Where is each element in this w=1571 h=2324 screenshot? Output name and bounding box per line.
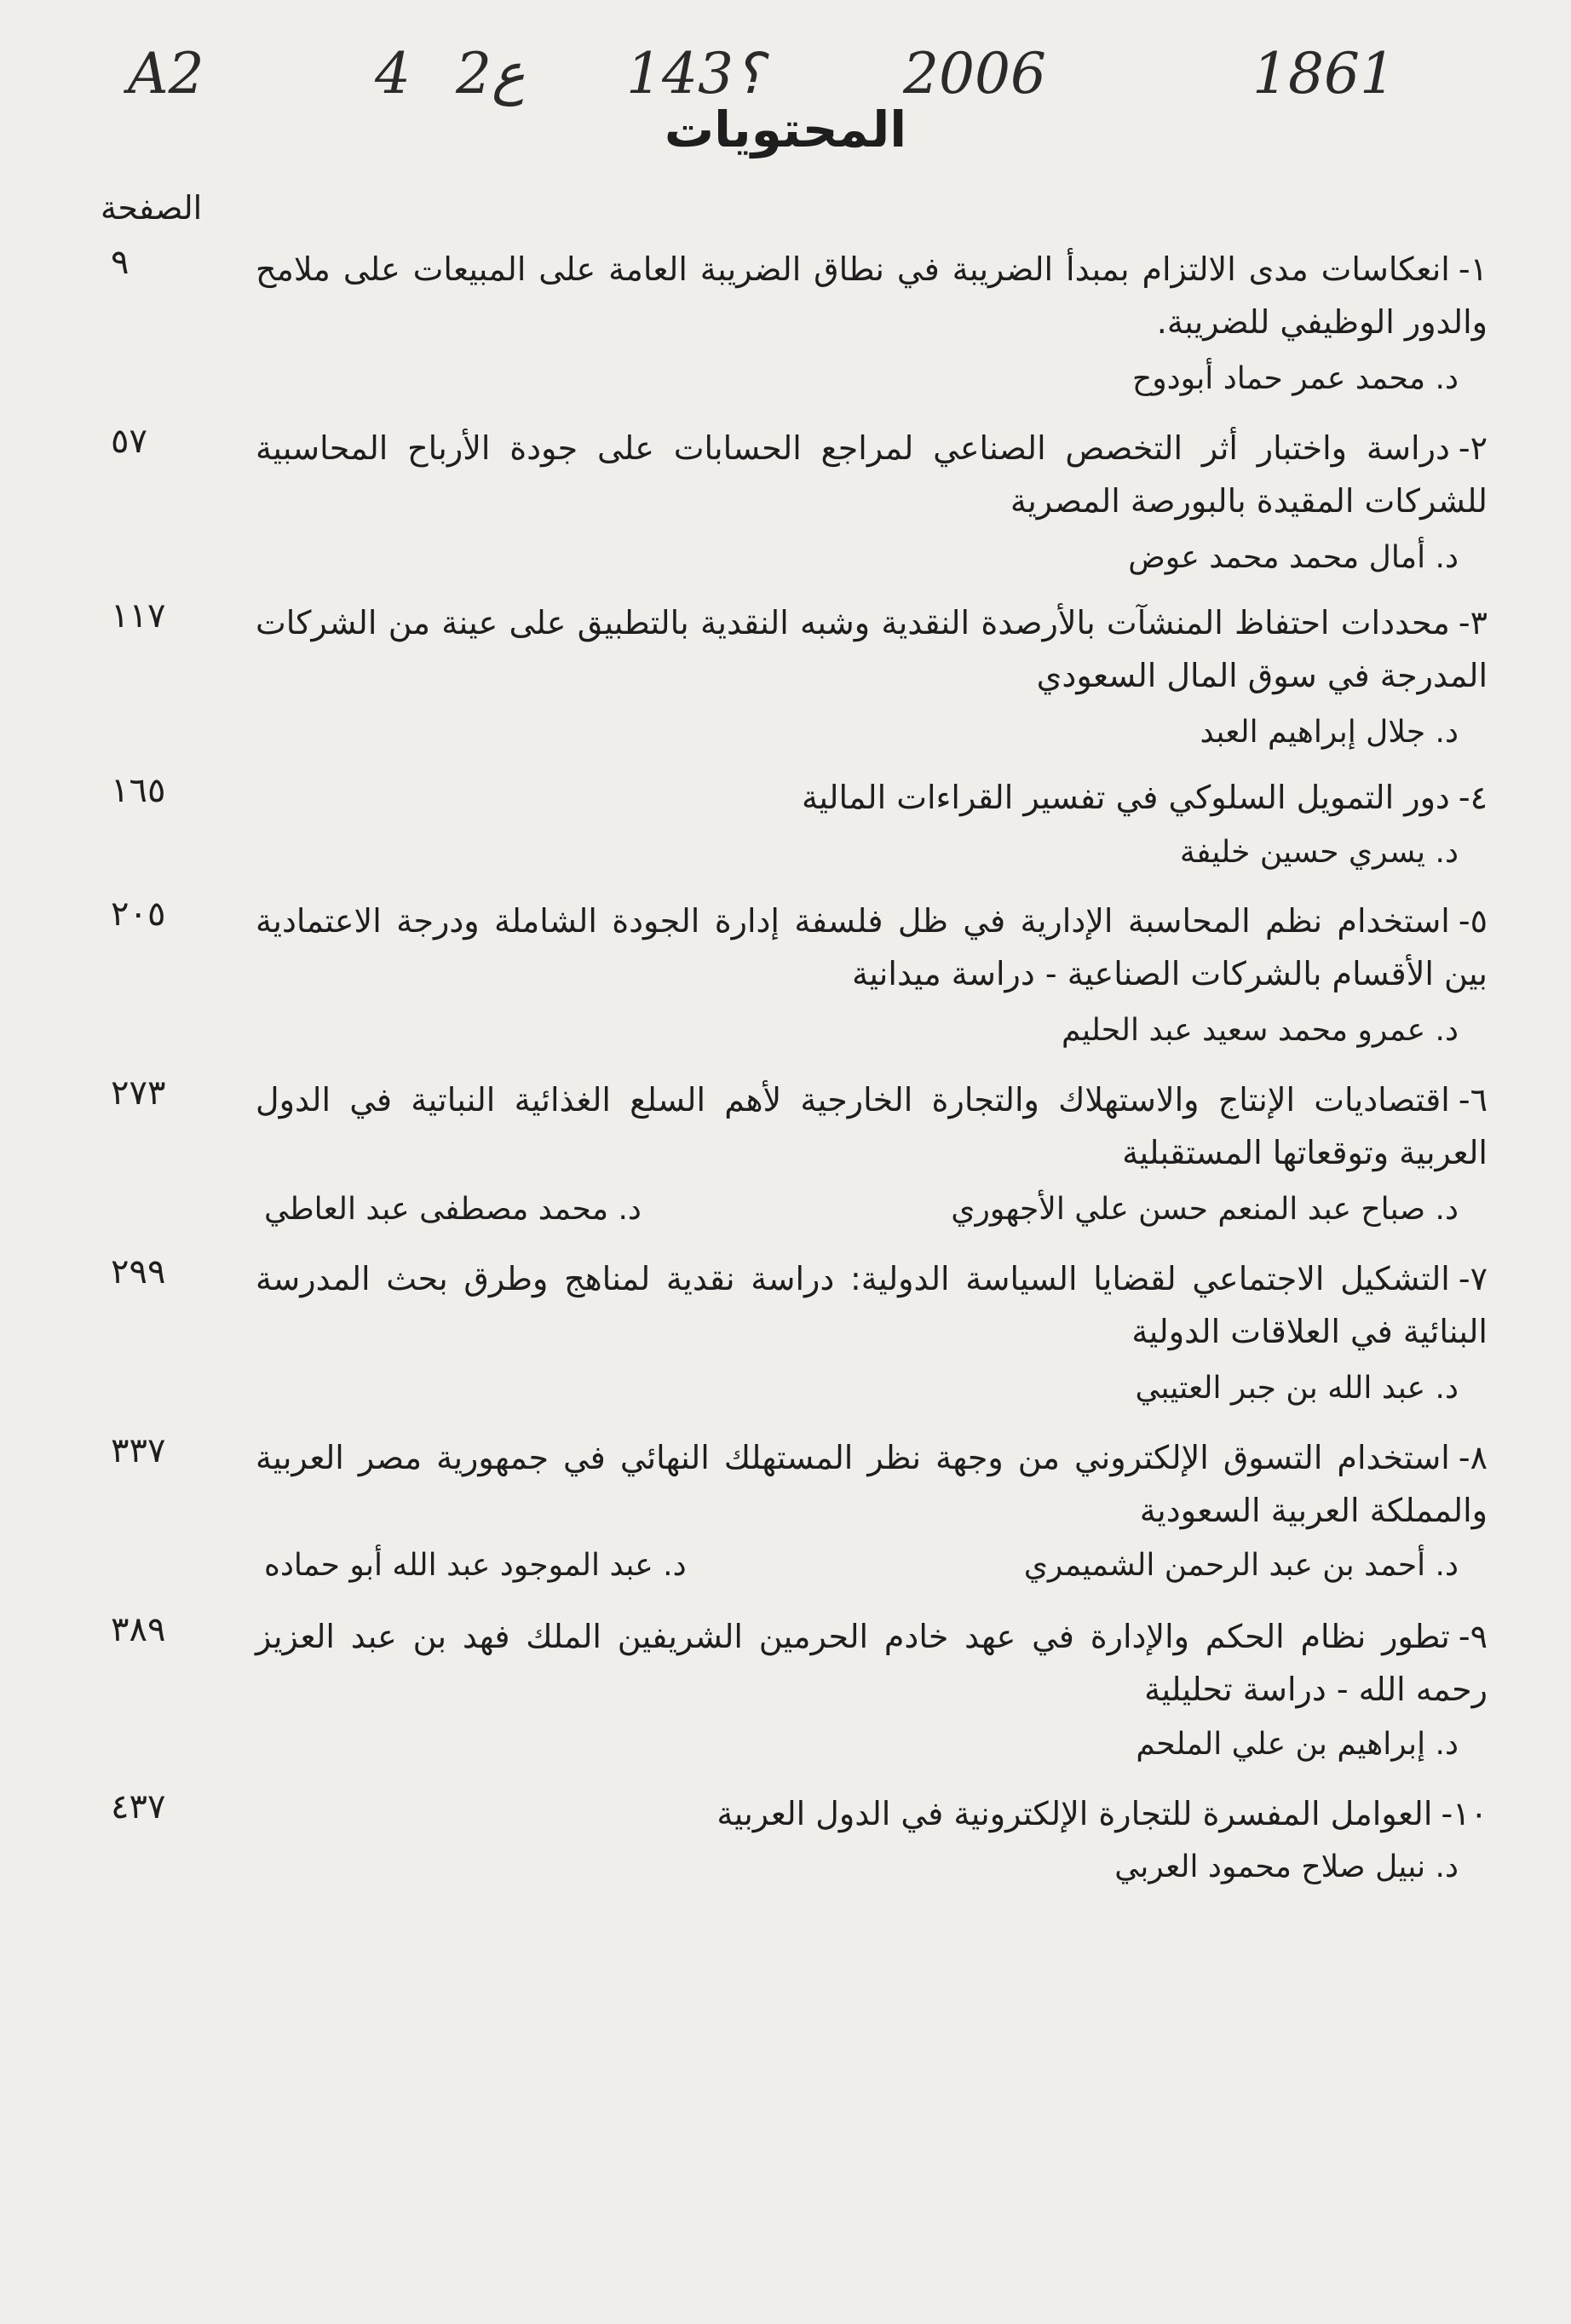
entry-title (256, 422, 1488, 527)
handwritten-mark: A2 (128, 41, 204, 106)
entry-author: د. أحمد بن عبد الرحمن الشميمري (1023, 1548, 1459, 1583)
entry-title-text: دور التمويل السلوكي في تفسير القراءات المالية (802, 779, 1450, 816)
page-number: ١١٧ (111, 596, 166, 636)
entry-title-text: اقتصاديات الإنتاج والاستهلاك والتجارة الخارجية لأهم السلع الغذائية النباتية في الدول العربية وتوقعاتها المستقبلية (256, 1081, 1488, 1171)
entry-number: ١- (1458, 250, 1488, 288)
page-number: ١٦٥ (111, 771, 166, 810)
handwritten-mark: 143؟ (626, 41, 764, 106)
entry-author: د. عمرو محمد سعيد عبد الحليم (1062, 1013, 1459, 1048)
entry-title-text: محددات احتفاظ المنشآت بالأرصدة النقدية وشبه النقدية بالتطبيق على عينة من الشركات المدرجة في سوق المال السعودي (256, 604, 1488, 694)
entry-title (605, 1787, 1488, 1840)
entry-title (256, 1431, 1488, 1537)
entry-author: د. إبراهيم بن علي الملحم (1136, 1727, 1459, 1762)
page-number: ٢٩٩ (111, 1252, 166, 1291)
entry-author: د. عبد الله بن جبر العتيبي (1135, 1371, 1459, 1406)
entry-author: د. صباح عبد المنعم حسن علي الأجهوري (951, 1192, 1459, 1227)
entry-title-text: تطور نظام الحكم والإدارة في عهد خادم الحرمين الشريفين الملك فهد بن عبد العزيز رحمه الله - دراسة تحليلية (256, 1618, 1488, 1708)
handwritten-mark: 4 (375, 41, 411, 106)
entry-title-text: دراسة واختبار أثر التخصص الصناعي لمراجع الحسابات على جودة الأرباح المحاسبية للشركات المقيدة بالبورصة المصرية (256, 429, 1488, 520)
entry-title (256, 596, 1488, 702)
page-column-label: الصفحة (101, 189, 203, 227)
entry-number: ٧- (1458, 1260, 1488, 1297)
entry-title (256, 1610, 1488, 1716)
entry-number: ٥- (1458, 902, 1488, 940)
page-number: ٩ (111, 243, 129, 282)
page-number: ٤٣٧ (111, 1787, 166, 1826)
entry-title (256, 771, 1488, 824)
handwritten-year: 2006 (903, 41, 1046, 106)
page-title: المحتويات (664, 101, 907, 158)
entry-author: د. جلال إبراهيم العبد (1200, 715, 1459, 750)
entry-title (256, 895, 1488, 1000)
entry-author: د. محمد مصطفى عبد العاطي (264, 1192, 642, 1227)
entry-number: ١٠- (1441, 1795, 1488, 1832)
page-number: ٢٠٥ (111, 895, 166, 934)
entry-number: ٦- (1458, 1081, 1488, 1119)
page-number: ٥٧ (111, 422, 147, 461)
entry-title-text: التشكيل الاجتماعي لقضايا السياسة الدولية: دراسة نقدية لمناهج وطرق بحث المدرسة البنائية في العلاقات الدولية (256, 1260, 1488, 1350)
entry-author: د. يسري حسين خليفة (1179, 835, 1459, 870)
entry-number: ٢- (1458, 429, 1488, 467)
entry-title-text: العوامل المفسرة للتجارة الإلكترونية في الدول العربية (716, 1795, 1433, 1832)
entry-number: ٤- (1458, 779, 1488, 816)
entry-title (256, 1252, 1488, 1358)
page-number: ٢٧٣ (111, 1073, 166, 1113)
entry-title (256, 1073, 1488, 1179)
entry-number: ٨- (1458, 1439, 1488, 1476)
entry-author: د. نبيل صلاح محمود العربي (1114, 1849, 1459, 1884)
page-number: ٣٣٧ (111, 1431, 166, 1470)
page-number: ٣٨٩ (111, 1610, 166, 1649)
handwritten-mark: 2ع (456, 41, 526, 106)
entry-number: ٩- (1458, 1618, 1488, 1655)
entry-title (256, 243, 1488, 348)
entry-author: د. محمد عمر حماد أبودوح (1132, 361, 1459, 396)
entry-number: ٣- (1458, 604, 1488, 641)
entry-title-text: استخدام نظم المحاسبة الإدارية في ظل فلسفة إدارة الجودة الشاملة ودرجة الاعتمادية بين الأقسام بالشركات الصناعية - دراسة ميدانية (256, 902, 1488, 992)
handwritten-id: 1861 (1252, 41, 1395, 106)
entry-author: د. عبد الموجود عبد الله أبو حماده (264, 1548, 687, 1583)
entry-author: د. أمال محمد محمد عوض (1128, 540, 1459, 575)
entry-title-text: انعكاسات مدى الالتزام بمبدأ الضريبة في نطاق الضريبة العامة على المبيعات على ملامح والدور الوظيفي للضريبة. (256, 250, 1488, 341)
entry-title-text: استخدام التسوق الإلكتروني من وجهة نظر المستهلك النهائي في جمهورية مصر العربية والمملكة العربية السعودية (256, 1439, 1488, 1529)
